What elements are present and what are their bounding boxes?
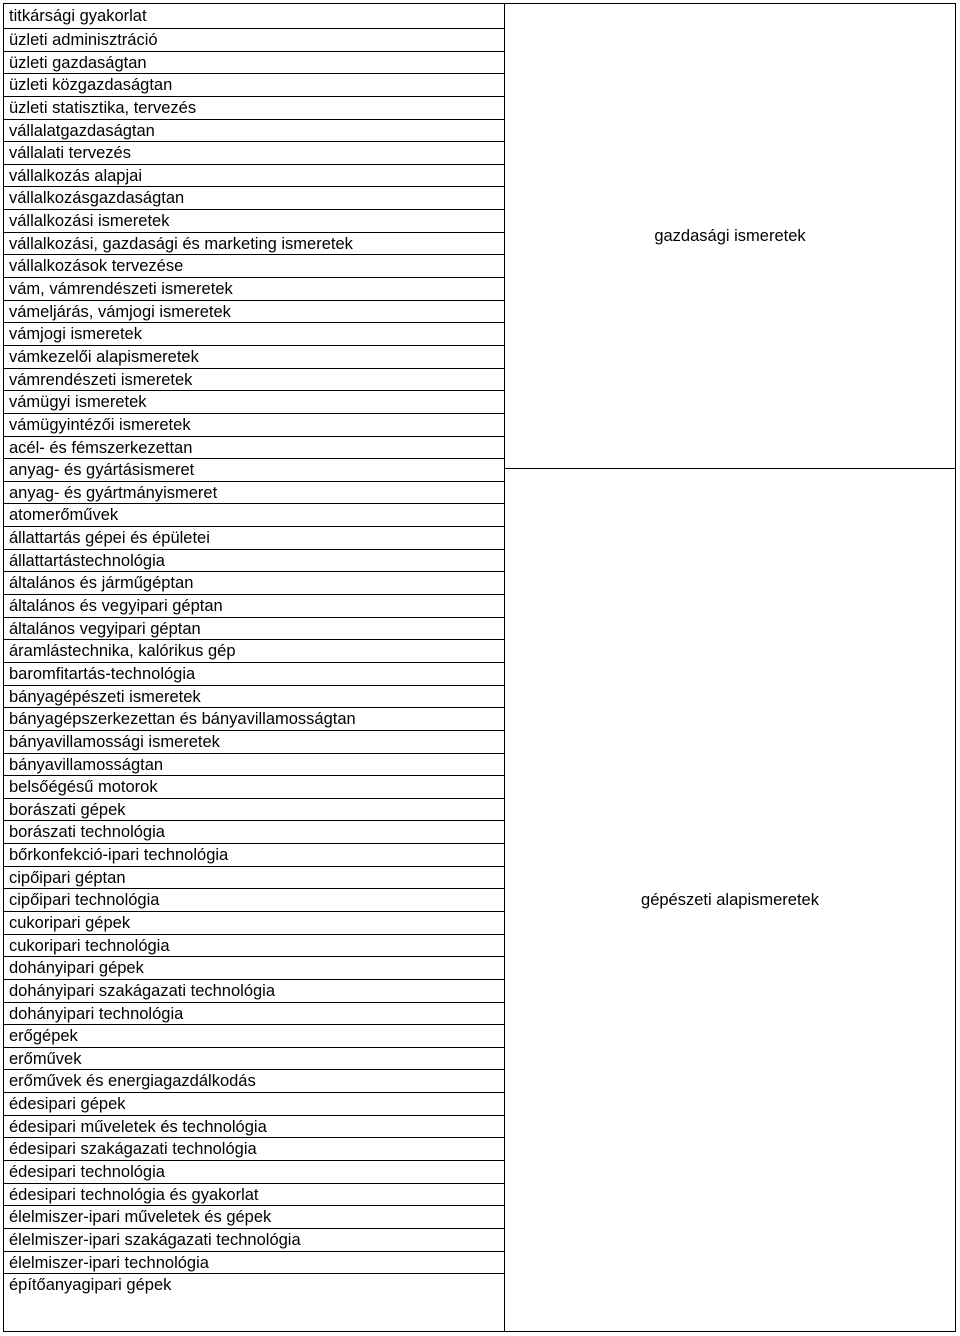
table-row: édesipari technológia [4,1161,504,1184]
table-row: cipőipari géptan [4,867,504,890]
table-row: titkársági gyakorlat [4,4,504,29]
table-row: élelmiszer-ipari műveletek és gépek [4,1206,504,1229]
table-row: vállalkozásgazdaságtan [4,187,504,210]
table-row: baromfitartás-technológia [4,663,504,686]
table-row: vállalkozási, gazdasági és marketing ismeretek [4,233,504,256]
table-row: üzleti gazdaságtan [4,52,504,75]
table-row: vállalati tervezés [4,142,504,165]
table-row: vámügyi ismeretek [4,391,504,414]
table-row: általános és vegyipari géptan [4,595,504,618]
category-cell-economics [505,4,955,469]
table-row: építőanyagipari gépek [9,1276,172,1295]
table-row: cukoripari technológia [4,935,504,958]
table-row: erőművek és energiagazdálkodás [4,1070,504,1093]
table-row: élelmiszer-ipari technológia [4,1252,504,1275]
table-row: vámrendészeti ismeretek [4,369,504,392]
subject-table [3,3,956,1332]
table-row: atomerőművek [4,504,504,527]
table-row: üzleti statisztika, tervezés [4,97,504,120]
table-row: édesipari gépek [4,1093,504,1116]
table-row: üzleti közgazdaságtan [4,74,504,97]
table-row: dohányipari szakágazati technológia [4,980,504,1003]
table-row: vállalkozás alapjai [4,165,504,188]
table-row: acél- és fémszerkezettan [4,437,504,460]
table-row: vállalkozási ismeretek [4,210,504,233]
table-row: általános és járműgéptan [4,572,504,595]
category-label: gazdasági ismeretek [654,226,806,245]
table-row: állattartástechnológia [4,550,504,573]
table-row: anyag- és gyártmányismeret [4,482,504,505]
table-row: bányavillamossági ismeretek [4,731,504,754]
table-row: bőrkonfekció-ipari technológia [4,844,504,867]
table-row: cukoripari gépek [4,912,504,935]
table-row: édesipari szakágazati technológia [4,1138,504,1161]
table-row: bányagépészeti ismeretek [4,686,504,709]
table-row: édesipari technológia és gyakorlat [4,1184,504,1207]
table-row: dohányipari gépek [4,957,504,980]
table-row: vállalkozások tervezése [4,255,504,278]
table-row: állattartás gépei és épületei [4,527,504,550]
table-row: általános vegyipari géptan [4,618,504,641]
category-label: gépészeti alapismeretek [641,890,819,909]
table-row: borászati gépek [4,799,504,822]
table-row: dohányipari technológia [4,1003,504,1026]
category-column [504,4,955,1331]
subject-column [4,4,504,1297]
table-row: vámügyintézői ismeretek [4,414,504,437]
table-row: cipőipari technológia [4,889,504,912]
table-row: belsőégésű motorok [4,776,504,799]
table-row: anyag- és gyártásismeret [4,459,504,482]
table-row: élelmiszer-ipari szakágazati technológia [4,1229,504,1252]
table-row: bányavillamosságtan [4,754,504,777]
table-row: édesipari műveletek és technológia [4,1116,504,1139]
table-row: vállalatgazdaságtan [4,120,504,143]
table-row: vámkezelői alapismeretek [4,346,504,369]
table-row: bányagépszerkezettan és bányavillamosságtan [4,708,504,731]
table-row: áramlástechnika, kalórikus gép [4,640,504,663]
category-cell-mechanical [505,469,955,1331]
table-row: borászati technológia [4,821,504,844]
table-row: vám, vámrendészeti ismeretek [4,278,504,301]
table-row: erőművek [4,1048,504,1071]
table-row: vámeljárás, vámjogi ismeretek [4,301,504,324]
table-row: vámjogi ismeretek [4,323,504,346]
table-row: üzleti adminisztráció [4,29,504,52]
table-row: erőgépek [4,1025,504,1048]
